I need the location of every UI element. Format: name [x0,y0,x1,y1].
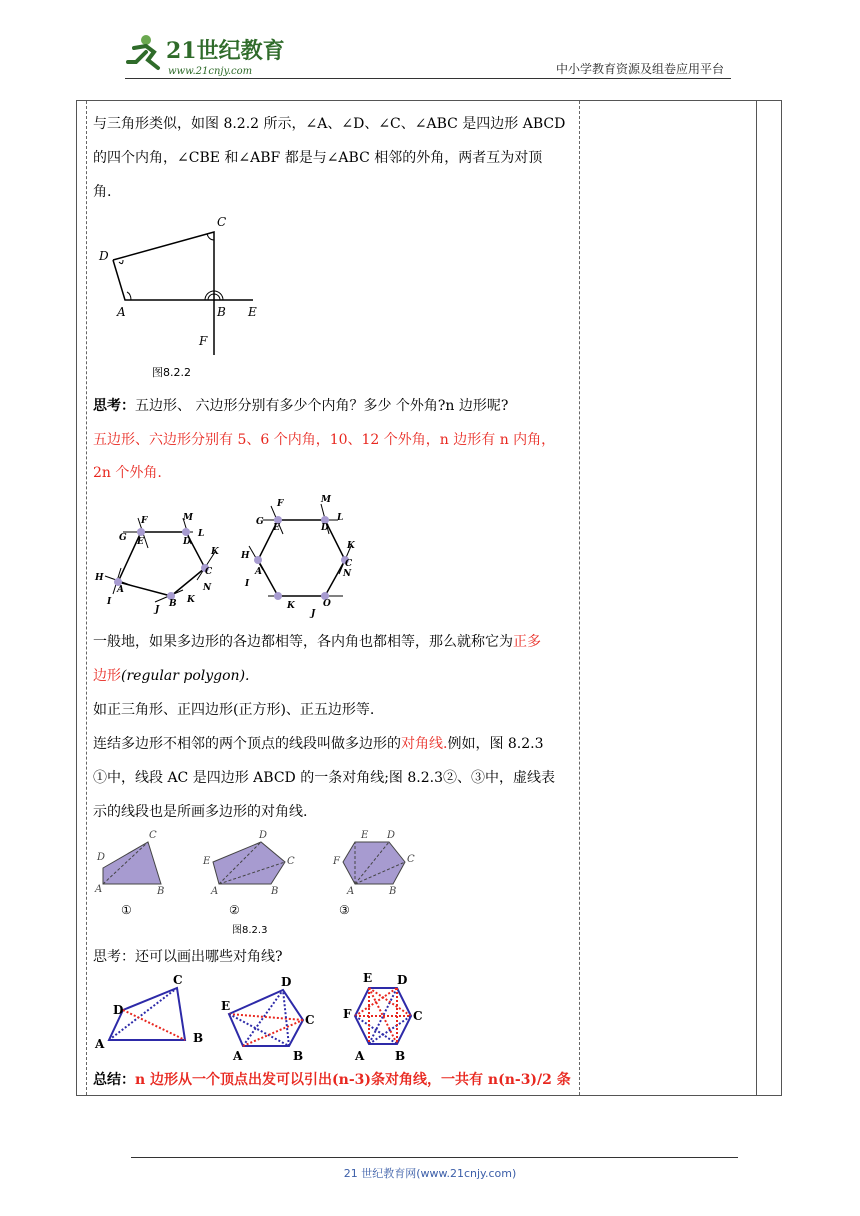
fig1-label-d: D [99,249,109,263]
header-divider [125,78,731,79]
fig3-q-d: D [97,852,106,863]
fig4-q-a: A [95,1037,105,1051]
fig4-p-d: D [281,975,292,989]
regular-line1 [93,632,578,652]
fig4-h-e: E [363,971,373,985]
answer-line2: 2n 个外角. [93,465,162,481]
footer-text: 21 世纪教育网(www.21cnjy.com) [343,1167,517,1180]
fig3-p-c: C [287,856,295,867]
think2-line: 思考：还可以画出哪些对角线? [93,949,283,965]
think1-text: 五边形、 六边形分别有多少个内角？多少 个外角?n 边形呢? [135,398,509,414]
summary-text: n 边形从一个顶点出发可以引出(n-3)条对角线，一共有 n(n-3)/2 条 [135,1072,571,1088]
summary-label: 总结： [93,1072,135,1088]
pent-label-i: I [107,597,112,607]
hex-label-f: F [277,499,284,509]
pent-label-d: D [183,537,191,547]
fig3-q-c: C [149,830,157,841]
diag-line2: ①中，线段 AC 是四边形 ABCD 的一条对角线;图 8.2.3②、③中，虚线表 [93,770,556,786]
fig4-p-a: A [233,1049,243,1062]
pent-label-f: F [141,516,148,526]
pent-label-l: L [198,529,205,539]
summary-line [93,1070,578,1090]
header-platform-text: 中小学教育资源及组卷应用平台 [555,62,724,76]
pent-label-j: J [155,605,160,615]
hex-label-g: G [256,517,264,527]
fig4-h-b: B [395,1049,406,1062]
fig3-h-a: A [347,886,355,897]
diag-line1 [93,734,578,754]
pent-label-h: H [95,573,104,583]
logo-url: www.21cnjy.com [168,66,253,77]
para1-line1: 与三角形类似，如图 8.2.2 所示，∠A、∠D、∠C、∠ABC 是四边形 ABCD [93,116,566,132]
examples-line: 如正三角形、正四边形(正方形)、正五边形等. [93,702,375,718]
fig3-q-a: A [95,884,103,895]
table-column-divider [756,101,757,1095]
fig3-p-d: D [259,830,268,841]
para1-line2: 的四个内角，∠CBE 和∠ABF 都是与∠ABC 相邻的外角，两者互为对顶 [93,150,543,166]
pent-label-g: G [119,533,127,543]
pent-label-e: E [137,537,144,547]
hex-label-d: D [321,523,329,533]
hex-label-k1: K [347,541,355,551]
pent-label-n: N [203,583,212,593]
answer-line1: 五边形、六边形分别有 5、6 个内角，10、12 个外角，n 边形有 n 内角， [93,432,556,448]
fig3-h-e: E [361,830,369,841]
fig4-p-e: E [221,999,231,1013]
fig3-h-c: C [407,854,415,865]
hex-label-e: E [273,523,280,533]
hex-label-l: L [337,513,344,523]
fig3-p-a: A [211,886,219,897]
fig3-caption: 图8.2.3 [232,925,268,936]
fig3-h-d: D [387,830,396,841]
fig3-h-b: B [389,886,397,897]
fig4-h-c: C [413,1009,423,1023]
logo-text: 21世纪教育 [166,38,285,64]
diag-line1-text: 连结多边形不相邻的两个顶点的线段叫做多边形的 [93,736,401,752]
fig4-p-c: C [305,1013,315,1027]
think1-question [93,396,578,416]
fig4-q-d: D [113,1003,124,1017]
hex-label-k2: K [287,601,295,611]
diagonal-term: 对角线. [401,736,448,752]
regular-line1-text: 一般地，如果多边形的各边都相等，各内角也都相等，那么就称它为 [93,634,513,650]
page-header [0,0,860,90]
regular-term-part1: 正多 [513,634,541,650]
fig3-num-1: ① [121,903,132,917]
fig3-num-2: ② [229,903,240,917]
diag-line1-tail: 例如，图 8.2.3 [447,736,544,752]
fig3-h-f: F [333,856,340,867]
fig3-p-b: B [271,886,279,897]
pent-label-c: C [205,567,213,577]
hex-label-o: O [323,599,331,609]
regular-english: (regular polygon). [121,668,250,684]
pent-label-k1: K [211,547,219,557]
think1-label: 思考： [93,398,135,414]
fig1-label-b: B [217,305,226,319]
regular-line2 [93,666,578,686]
diagonal-practice-figure [93,970,423,1062]
hex-label-a: A [255,567,262,577]
para1-line3: 角. [93,184,112,200]
fig1-label-a: A [117,305,126,319]
hex-label-n: N [343,569,352,579]
pent-label-m: M [183,513,193,523]
figure-8-2-2 [93,210,273,360]
fig3-q-b: B [157,886,165,897]
fig1-label-e: E [248,305,257,319]
fig1-caption: 图8.2.2 [152,366,191,379]
regular-term-part2: 边形 [93,668,121,684]
fig4-h-a: A [355,1049,365,1062]
diag-line3: 示的线段也是所画多边形的对角线. [93,804,308,820]
hex-label-j: J [311,609,316,619]
fig4-h-d: D [397,973,408,987]
fig1-label-c: C [217,215,227,229]
fig4-q-c: C [173,973,183,987]
pent-label-b: B [169,599,177,609]
site-logo [124,30,294,80]
hex-label-m: M [321,495,331,505]
fig3-p-e: E [203,856,211,867]
footer-divider [131,1157,738,1158]
hex-label-h: H [241,551,250,561]
pent-label-k2: K [187,595,195,605]
hex-label-c: C [345,559,353,569]
fig4-p-b: B [293,1049,304,1062]
fig3-num-3: ③ [339,903,350,917]
pent-label-a: A [117,585,124,595]
fig1-label-f: F [199,334,208,348]
fig4-h-f: F [343,1007,352,1021]
fig4-q-b: B [193,1031,204,1045]
pentagon-hexagon-figure [93,490,373,620]
hex-label-i: I [245,579,250,589]
